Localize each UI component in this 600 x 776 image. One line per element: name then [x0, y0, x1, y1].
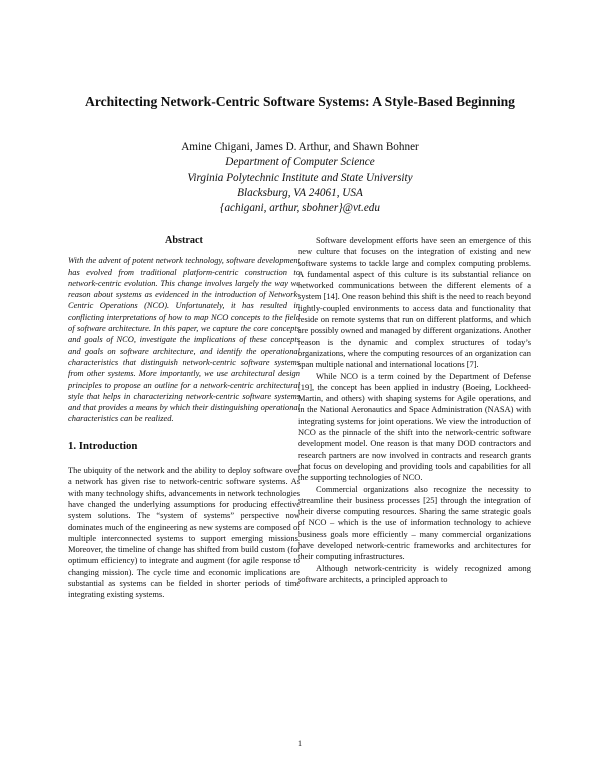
- introduction-heading: 1. Introduction: [68, 439, 138, 452]
- author-names: Amine Chigani, James D. Arthur, and Shawn Bohner: [181, 141, 419, 153]
- body-paragraph-3: Commercial organizations also recognize the necessity to streamline their business processes [25] through the integration of their diverse computing resources. Sharing the same strategic goals of NCO – which is the use of information technology to achieve business goals more efficiently – many commercial organizations have developed network-centric frameworks and architectures for their computing infrastructures.: [298, 483, 531, 562]
- abstract-heading: Abstract: [165, 235, 203, 246]
- abstract-text: With the advent of potent network technology, software development has evolved from traditional platform-centric construction to network-centric evolution. This change involves largely the way we reason about systems as evidenced in the introduction of Network-Centric Operations (NCO). Unfortunately, it has resulted in conflicting interpretations of how to map NCO concepts to the field of software architecture. In this paper, we capture the core concepts and goals of NCO, investigate the implications of these concepts and goals on software architecture, and identify the operational characteristics that distinguish network-centric software systems from other systems. More importantly, we use architectural design principles to propose an outline for a network-centric architectural style that helps in characterizing network-centric software systems and that provides a means by which their distinguishing operational characteristics can be realized.: [68, 255, 300, 424]
- paper-title: Architecting Network-Centric Software Systems: A Style-Based Beginning: [85, 94, 515, 109]
- author-emails: {achigani, arthur, sbohner}@vt.edu: [219, 202, 380, 215]
- body-paragraph-4: Although network-centricity is widely recognized among software architects, a principled approach to: [298, 562, 531, 584]
- right-column: [298, 235, 531, 585]
- body-paragraph-2: While NCO is a term coined by the Department of Defense [19], the concept has been applied in industry (Boeing, Lockheed-Martin, and others) with shaping systems for Agile operations, and in the National Aeronautics and Space Administration (NASA) with integrating systems for joint operations. We view the introduction of NCO as the pinnacle of the shift into the network-centric software development model. One reason is that many DOD contractors and research partners are now involved in contracts and research grants that focus on developing and providing tools and capabilities for all the supporting technologies of NCO.: [298, 370, 531, 483]
- page-number: 1: [297, 738, 303, 748]
- author-location: Blacksburg, VA 24061, USA: [237, 186, 363, 199]
- author-department: Department of Computer Science: [225, 156, 375, 169]
- left-column: [68, 235, 300, 601]
- author-block: [0, 140, 600, 216]
- author-university: Virginia Polytechnic Institute and State University: [187, 171, 413, 184]
- body-paragraph-1: Software development efforts have seen an emergence of this new culture that focuses on the integration of existing and new software systems to tackle large and complex computing problems. A fundamental aspect of this culture is its substantial reliance on networked communications between the different elements of a system [14]. One reason behind this shift is the need to reach beyond tightly-coupled environments to access data and functionality that reside on remote systems that run on different platforms, and which are possibly owned and managed by different organizations. Another reason is the dynamic and complex structures of today’s organizations, where the computing resources of an organization can span multiple national and international locations [7].: [298, 235, 531, 370]
- introduction-paragraph-1: The ubiquity of the network and the ability to deploy software over a network has given rise to network-centric software systems. As with many technology shifts, advancements in network technologies have changed the underlying assumptions for producing effective system solutions. The “system of systems” perspective now dominates much of the engineering as new systems are composed of multiple interconnected systems to support emerging missions. Moreover, the timeline of change has shifted from build custom (for optimum efficiency) to integrate and augment (for agile response to changing mission). The cycle time and economic implications are substantial as systems can be fielded in shorter periods of time integrating existing systems.: [68, 465, 300, 600]
